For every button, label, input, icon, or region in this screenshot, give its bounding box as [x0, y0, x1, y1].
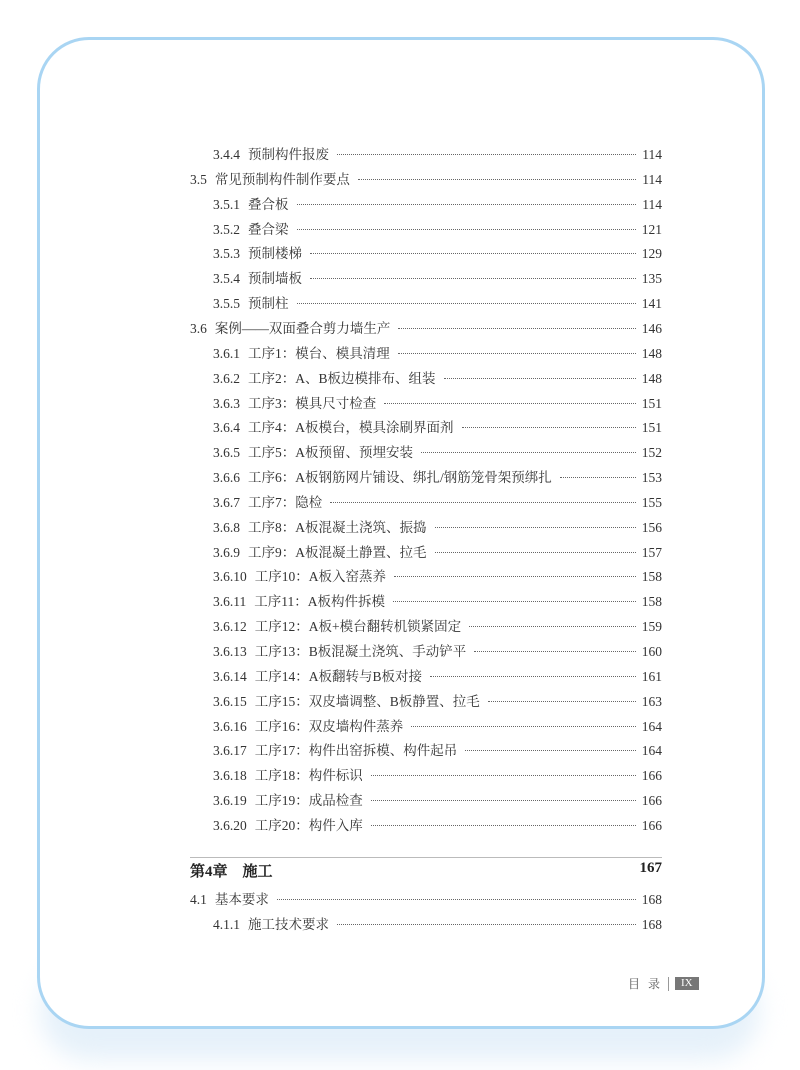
dot-leader — [337, 924, 636, 925]
entry-title: 工序11：A板构件拆模 — [254, 594, 385, 610]
entry-page: 148 — [641, 370, 662, 386]
entry-number: 3.6.15 — [213, 693, 247, 709]
toc-entry[interactable] — [190, 890, 662, 910]
entry-title: 叠合梁 — [248, 221, 289, 237]
dot-leader — [435, 552, 637, 553]
entry-page: 155 — [641, 494, 662, 510]
entry-page: 151 — [641, 420, 662, 436]
toc-entry[interactable] — [190, 170, 662, 190]
entry-number: 3.6.7 — [213, 494, 240, 510]
page-footer — [628, 975, 699, 992]
entry-number: 3.6.5 — [213, 445, 240, 461]
entry-page: 151 — [641, 395, 662, 411]
entry-title: 工序5：A板预留、预埋安装 — [248, 445, 413, 461]
entry-page: 159 — [641, 619, 662, 635]
entry-number: 3.6.1 — [213, 345, 240, 361]
entry-title: 基本要求 — [214, 892, 269, 907]
entry-title: 工序8：A板混凝土浇筑、振捣 — [248, 519, 427, 535]
entry-page: 163 — [641, 693, 662, 709]
entry-number: 3.6 — [190, 320, 207, 336]
dot-leader — [358, 179, 636, 180]
entry-title: 工序19：成品检查 — [254, 793, 363, 809]
entry-page: 135 — [641, 271, 662, 287]
entry-title: 工序6：A板钢筋网片铺设、绑扎/钢筋笼骨架预绑扎 — [248, 470, 552, 486]
footer-separator — [668, 977, 669, 991]
dot-leader — [297, 303, 637, 304]
entry-number: 3.4.4 — [213, 147, 240, 162]
entry-title: 工序13：B板混凝土浇筑、手动铲平 — [254, 644, 467, 659]
toc-entry[interactable] — [190, 319, 662, 339]
entry-page: 114 — [642, 196, 662, 212]
dot-leader — [371, 775, 636, 776]
dot-leader — [330, 502, 636, 503]
toc-entry[interactable] — [213, 344, 662, 364]
entry-title: 工序4：A板模台，模具涂刷界面剂 — [248, 420, 454, 436]
entry-page: 164 — [641, 743, 662, 759]
dot-leader — [465, 750, 636, 751]
entry-title: 叠合板 — [248, 196, 289, 212]
entry-title: 工序20：构件入库 — [254, 817, 363, 833]
dot-leader — [371, 800, 636, 801]
toc-entry[interactable] — [213, 692, 662, 712]
dot-leader — [277, 899, 636, 900]
toc-entry[interactable] — [213, 543, 662, 563]
dot-leader — [384, 403, 636, 404]
dot-leader — [393, 601, 636, 602]
entry-page: 160 — [641, 644, 662, 659]
entry-number: 3.6.2 — [213, 370, 240, 386]
toc-entry[interactable] — [213, 443, 662, 463]
toc-entry[interactable] — [213, 269, 662, 289]
entry-title: 工序17：构件出窑拆模、构件起吊 — [254, 743, 458, 759]
entry-page: 166 — [641, 793, 662, 809]
page-number: IX — [675, 977, 699, 990]
entry-page: 166 — [641, 817, 662, 833]
toc-entry[interactable] — [213, 394, 662, 414]
toc-entry[interactable] — [213, 592, 662, 612]
dot-leader — [421, 452, 636, 453]
entry-number: 3.6.3 — [213, 395, 240, 411]
entry-title: 预制楼梯 — [248, 246, 302, 262]
entry-title: 工序10：A板入窑蒸养 — [254, 569, 386, 585]
toc-entry[interactable] — [213, 145, 662, 165]
entry-number: 3.6.9 — [213, 544, 240, 560]
entry-number: 3.5 — [190, 171, 207, 187]
dot-leader — [297, 229, 637, 230]
dot-leader — [411, 726, 636, 727]
dot-leader — [488, 701, 636, 702]
toc-entry[interactable] — [213, 915, 662, 935]
entry-page: 153 — [641, 470, 662, 486]
entry-number: 3.6.10 — [213, 569, 247, 585]
dot-leader — [310, 278, 636, 279]
entry-page: 168 — [641, 917, 662, 932]
entry-page: 148 — [641, 345, 662, 361]
entry-page: 168 — [641, 892, 662, 907]
toc-entry[interactable] — [213, 791, 662, 811]
entry-title: 预制构件报废 — [248, 147, 329, 162]
entry-number: 3.6.13 — [213, 644, 247, 659]
entry-title: 工序1：模台、模具清理 — [248, 345, 390, 361]
toc-entry[interactable] — [213, 667, 662, 687]
entry-number: 4.1.1 — [213, 917, 240, 932]
entry-page: 158 — [641, 594, 662, 610]
dot-leader — [371, 825, 636, 826]
dot-leader — [310, 253, 636, 254]
entry-title: 预制柱 — [248, 296, 289, 312]
chapter-divider — [190, 857, 662, 858]
entry-title: 工序7：隐检 — [248, 494, 323, 510]
entry-page: 114 — [642, 147, 662, 162]
dot-leader — [398, 328, 636, 329]
chapter-title: 第4章 施工 — [190, 864, 273, 880]
chapter-heading[interactable] — [190, 860, 662, 881]
toc-entry[interactable] — [213, 717, 662, 737]
entry-title: 工序3：模具尺寸检查 — [248, 395, 377, 411]
toc-entry[interactable] — [213, 642, 662, 662]
entry-number: 3.5.5 — [213, 296, 240, 312]
entry-number: 3.6.8 — [213, 519, 240, 535]
dot-leader — [474, 651, 636, 652]
entry-title: 工序16：双皮墙构件蒸养 — [254, 718, 404, 734]
toc-entry[interactable] — [213, 418, 662, 438]
entry-number: 3.5.4 — [213, 271, 240, 287]
entry-number: 3.6.6 — [213, 470, 240, 486]
toc-entry[interactable] — [213, 244, 662, 264]
entry-title: 工序12：A板+模台翻转机锁紧固定 — [254, 619, 462, 635]
entry-title: 工序15：双皮墙调整、B板静置、拉毛 — [254, 693, 480, 709]
footer-label: 目录 — [628, 977, 669, 991]
entry-page: 164 — [641, 718, 662, 734]
toc-entry[interactable] — [213, 741, 662, 761]
entry-number: 3.6.18 — [213, 768, 247, 784]
toc-entry[interactable] — [213, 816, 662, 836]
dot-leader — [469, 626, 636, 627]
toc-entry[interactable] — [213, 195, 662, 215]
entry-number: 3.6.20 — [213, 817, 247, 833]
entry-number: 3.6.4 — [213, 420, 240, 436]
entry-title: 案例——双面叠合剪力墙生产 — [214, 320, 391, 336]
entry-page: 146 — [641, 320, 662, 336]
toc-entry[interactable] — [213, 220, 662, 240]
entry-title: 工序14：A板翻转与B板对接 — [254, 668, 423, 684]
toc-entry[interactable] — [213, 518, 662, 538]
entry-number: 3.6.17 — [213, 743, 247, 759]
entry-page: 158 — [641, 569, 662, 585]
toc-entry[interactable] — [213, 493, 662, 513]
entry-number: 3.5.3 — [213, 246, 240, 262]
entry-page: 166 — [641, 768, 662, 784]
entry-number: 3.5.2 — [213, 221, 240, 237]
entry-title: 施工技术要求 — [248, 917, 329, 932]
entry-title: 工序18：构件标识 — [254, 768, 363, 784]
toc-entry[interactable] — [213, 468, 662, 488]
entry-title: 常见预制构件制作要点 — [214, 171, 350, 187]
entry-page: 141 — [641, 296, 662, 312]
dot-leader — [560, 477, 636, 478]
dot-leader — [398, 353, 636, 354]
dot-leader — [394, 576, 636, 577]
entry-number: 3.6.16 — [213, 718, 247, 734]
entry-page: 114 — [642, 171, 662, 187]
chapter-page: 167 — [639, 860, 662, 876]
entry-page: 157 — [641, 544, 662, 560]
toc-entry[interactable] — [213, 766, 662, 786]
dot-leader — [444, 378, 636, 379]
entry-page: 121 — [641, 221, 662, 237]
dot-leader — [337, 154, 636, 155]
toc-entry[interactable] — [213, 369, 662, 389]
dot-leader — [430, 676, 636, 677]
entry-title: 预制墙板 — [248, 271, 302, 287]
entry-page: 129 — [641, 246, 662, 262]
entry-page: 152 — [641, 445, 662, 461]
dot-leader — [297, 204, 637, 205]
dot-leader — [462, 427, 637, 428]
entry-page: 161 — [641, 668, 662, 684]
entry-number: 3.5.1 — [213, 196, 240, 212]
entry-page: 156 — [641, 519, 662, 535]
entry-number: 3.6.19 — [213, 793, 247, 809]
toc-entry[interactable] — [213, 567, 662, 587]
dot-leader — [435, 527, 637, 528]
toc-entry[interactable] — [213, 617, 662, 637]
entry-title: 工序9：A板混凝土静置、拉毛 — [248, 544, 427, 560]
entry-number: 3.6.11 — [213, 594, 247, 610]
entry-title: 工序2：A、B板边模排布、组装 — [248, 370, 436, 386]
toc-entry[interactable] — [213, 294, 662, 314]
entry-number: 4.1 — [190, 892, 207, 907]
entry-number: 3.6.14 — [213, 668, 247, 684]
entry-number: 3.6.12 — [213, 619, 247, 635]
